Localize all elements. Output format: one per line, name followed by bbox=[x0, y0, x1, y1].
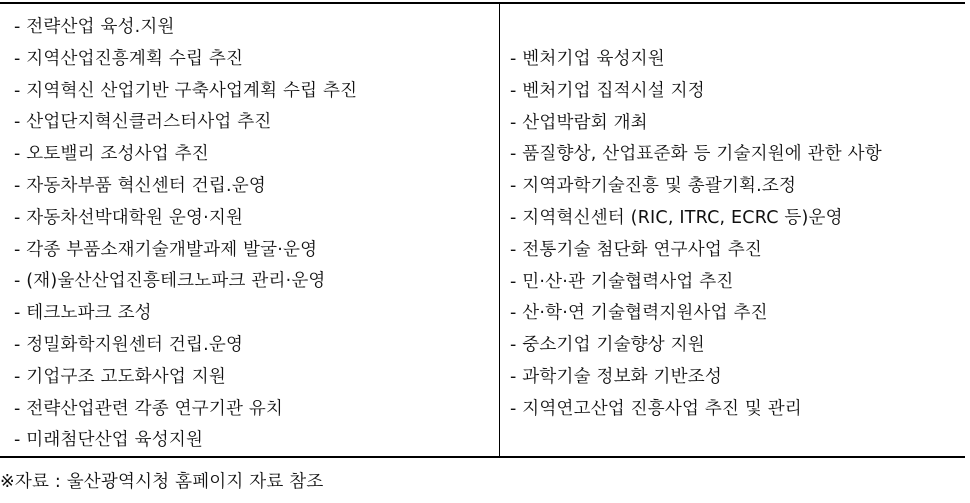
list-item: - 산업박람회 개최 bbox=[510, 112, 648, 133]
list-item: - 지역과학기술진흥 및 총괄기획.조정 bbox=[510, 176, 797, 197]
list-item: - 테크노파크 조성 bbox=[14, 303, 152, 324]
list-item: - 산업단지혁신클러스터사업 추진 bbox=[14, 112, 272, 133]
list-item: - 지역혁신 산업기반 구축사업계획 수립 추진 bbox=[14, 80, 358, 101]
list-item: - 벤처기업 육성지원 bbox=[510, 49, 665, 69]
list-item: - 산·학·연 기술협력지원사업 추진 bbox=[510, 303, 768, 324]
list-item: - 자동차선박대학원 운영·지원 bbox=[14, 207, 244, 228]
list-item: - 자동차부품 혁신센터 건립.운영 bbox=[14, 175, 266, 196]
list-item: - (재)울산산업진흥테크노파크 관리·운영 bbox=[14, 271, 326, 292]
list-item: - 전략산업 육성.지원 bbox=[14, 17, 175, 37]
right-duty-list bbox=[510, 44, 882, 426]
list-item: - 전략산업관련 각종 연구기관 유치 bbox=[14, 398, 284, 419]
list-item: - 지역혁신센터 (RIC, ITRC, ECRC 등)운영 bbox=[510, 207, 843, 228]
list-item: - 지역산업진흥계획 수립 추진 bbox=[14, 48, 244, 69]
list-item: - 과학기술 정보화 기반조성 bbox=[510, 366, 722, 387]
list-item: - 기업구조 고도화사업 지원 bbox=[14, 366, 226, 387]
list-item: - 전통기술 첨단화 연구사업 추진 bbox=[510, 239, 762, 260]
list-item: - 지역연고산업 진흥사업 추진 및 관리 bbox=[510, 398, 802, 419]
list-item: - 오토밸리 조성사업 추진 bbox=[14, 144, 209, 165]
list-item: - 품질향상, 산업표준화 등 기술지원에 관한 사항 bbox=[510, 144, 882, 165]
source-note: ※자료 : 울산광역시청 홈페이지 자료 참조 bbox=[0, 472, 324, 492]
duties-table bbox=[0, 2, 965, 458]
list-item: - 민·산·관 기술협력사업 추진 bbox=[510, 271, 734, 292]
list-item: - 정밀화학지원센터 건립.운영 bbox=[14, 334, 244, 355]
list-item: - 미래첨단산업 육성지원 bbox=[14, 430, 204, 451]
list-item: - 벤처기업 집적시설 지정 bbox=[510, 80, 705, 101]
list-item: - 각종 부품소재기술개발과제 발굴·운영 bbox=[14, 239, 318, 260]
list-item: - 중소기업 기술향상 지원 bbox=[510, 335, 705, 356]
left-duty-list bbox=[14, 12, 357, 457]
column-divider bbox=[499, 4, 500, 456]
